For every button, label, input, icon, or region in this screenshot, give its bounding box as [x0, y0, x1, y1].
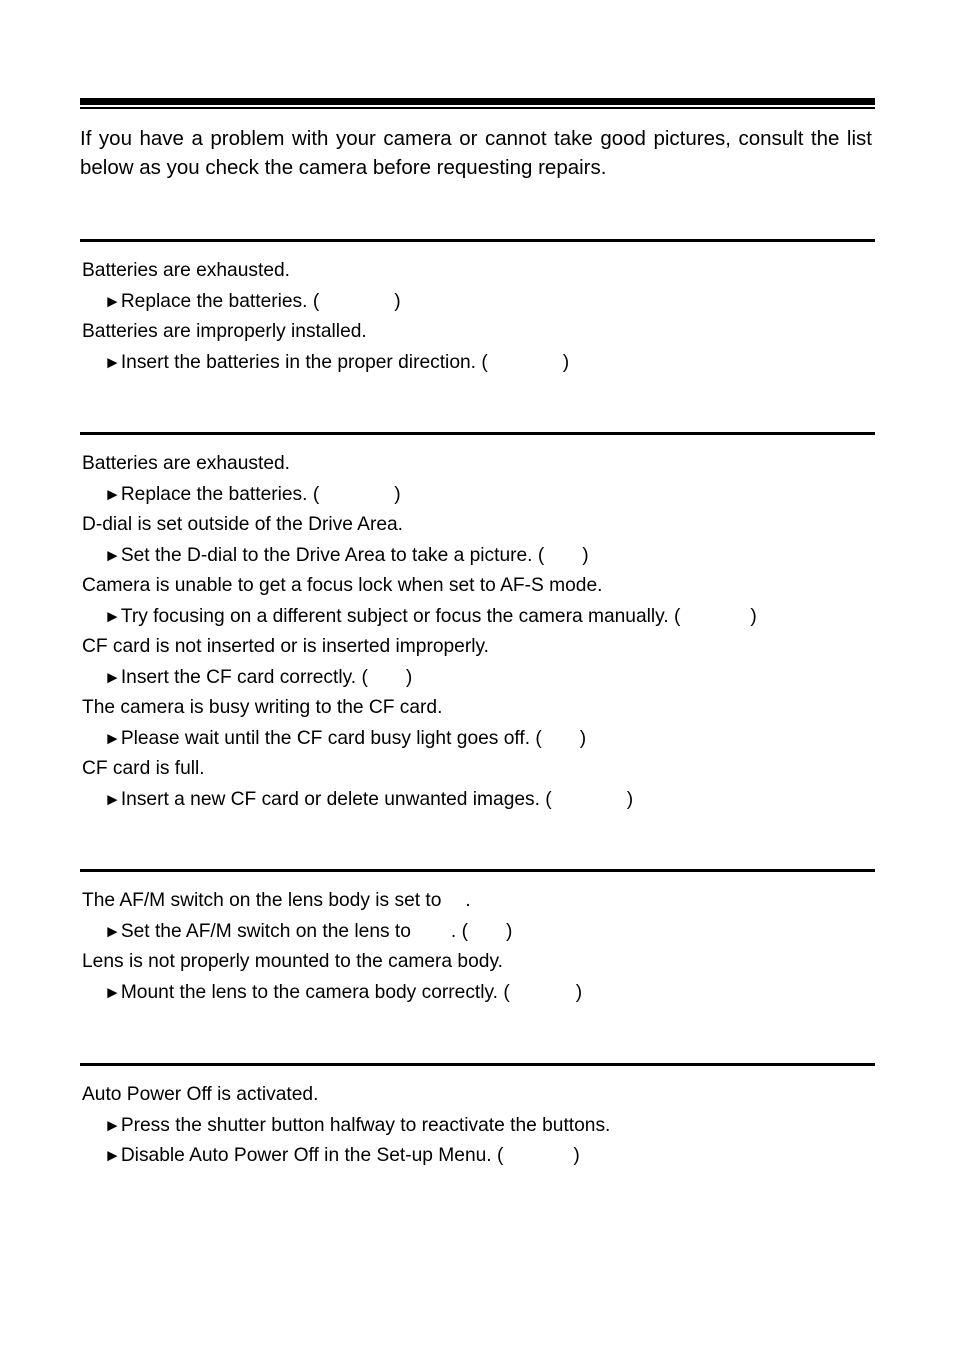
remedy-line: ►Set the AF/M switch on the lens to . ( ): [80, 917, 875, 948]
arrow-icon: ►: [104, 352, 121, 372]
remedy-line: ►Disable Auto Power Off in the Set-up Menu. ( ): [80, 1141, 875, 1172]
cause-line: D-dial is set outside of the Drive Area.: [82, 514, 404, 535]
section-4: [80, 1063, 875, 1172]
arrow-icon: ►: [104, 789, 121, 809]
arrow-icon: ►: [104, 1146, 121, 1165]
remedy-line: ►Replace the batteries. ( ): [80, 287, 875, 318]
arrow-icon: ►: [104, 545, 121, 565]
cause-line: CF card is not inserted or is inserted improperly.: [82, 636, 489, 657]
section-3: [80, 869, 875, 1008]
remedy-line: ►Try focusing on a different subject or focus the camera manually. ( ): [80, 602, 875, 633]
arrow-icon: ►: [104, 921, 121, 941]
remedy-line: ►Insert the batteries in the proper direction. ( ): [80, 348, 875, 379]
cause-line: Batteries are improperly installed.: [82, 321, 367, 342]
cause-line: Batteries are exhausted.: [82, 453, 290, 474]
cause-line: Camera is unable to get a focus lock when set to AF-S mode.: [82, 575, 603, 596]
arrow-icon: ►: [104, 291, 121, 311]
remedy-line: ►Replace the batteries. ( ): [80, 480, 875, 511]
section-2: [80, 432, 875, 815]
arrow-icon: ►: [104, 606, 121, 626]
remedy-line: ►Press the shutter button halfway to reactivate the buttons.: [80, 1111, 875, 1142]
remedy-line: ►Please wait until the CF card busy light goes off. ( ): [80, 724, 875, 755]
arrow-icon: ►: [104, 728, 121, 748]
cause-line: Batteries are exhausted.: [82, 260, 290, 281]
cause-line: Auto Power Off is activated.: [82, 1084, 319, 1105]
remedy-line: ►Mount the lens to the camera body correctly. ( ): [80, 978, 875, 1009]
cause-line: CF card is full.: [82, 758, 205, 779]
title-rule-thin: [80, 107, 875, 109]
cause-line: The AF/M switch on the lens body is set to .: [82, 890, 471, 911]
arrow-icon: ►: [104, 1115, 121, 1135]
section-1: [80, 239, 875, 378]
arrow-icon: ►: [104, 667, 121, 687]
arrow-icon: ►: [104, 484, 121, 504]
intro-paragraph: If you have a problem with your camera or cannot take good pictures, consult the list below as you check the camera before requesting repairs.: [80, 127, 872, 179]
title-rule-thick: [80, 98, 875, 105]
remedy-line: ►Set the D-dial to the Drive Area to take a picture. ( ): [80, 541, 875, 572]
cause-line: Lens is not properly mounted to the camera body.: [82, 951, 503, 972]
cause-line: The camera is busy writing to the CF card.: [82, 697, 443, 718]
remedy-line: ►Insert a new CF card or delete unwanted images. ( ): [80, 785, 875, 816]
arrow-icon: ►: [104, 982, 121, 1002]
remedy-line: ►Insert the CF card correctly. ( ): [80, 663, 875, 694]
